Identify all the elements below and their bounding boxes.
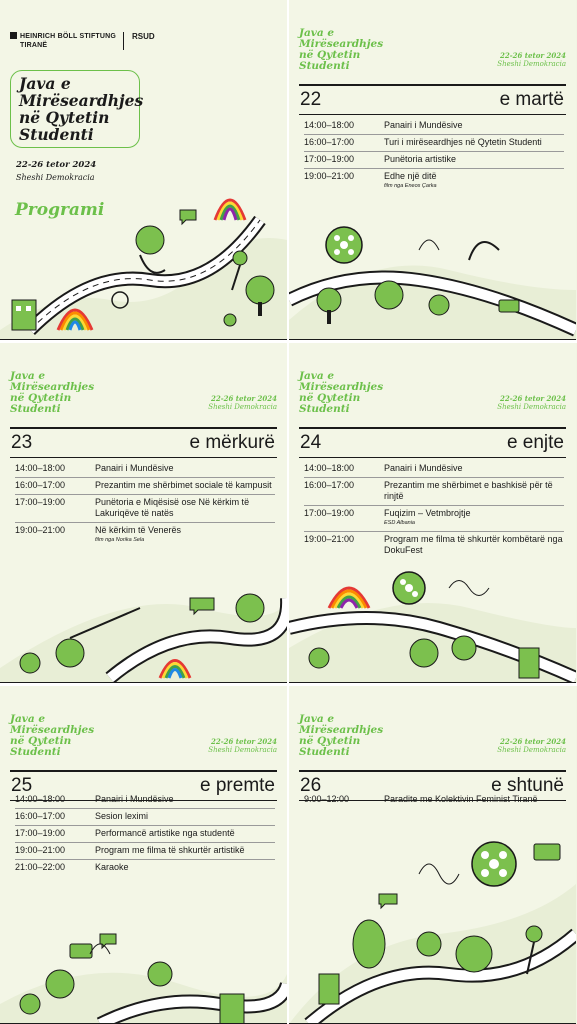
event-time: 19:00–21:00	[15, 845, 66, 855]
tree-icon	[20, 653, 40, 673]
title-line: Mirëseardhjes	[10, 381, 95, 393]
event-row	[15, 826, 275, 843]
title-line: në Qytetin	[299, 735, 361, 747]
event-title-text: Prezantim me shërbimet sociale të kampusit	[95, 480, 272, 490]
event-row	[15, 461, 275, 478]
title-line: Studenti	[299, 60, 350, 72]
event-time: 14:00–18:00	[304, 120, 355, 130]
partner-name: RSUD	[132, 32, 155, 41]
event-row	[15, 792, 275, 809]
event-row	[304, 478, 564, 506]
title-line: Java e	[10, 713, 46, 725]
event-time: 16:00–17:00	[304, 480, 355, 490]
event-row	[304, 152, 564, 169]
event-title-text: Fuqizim – Vetmbrojtje	[384, 508, 471, 518]
event-dates-small	[208, 737, 277, 755]
day-weekday: e martë	[499, 89, 564, 110]
event-row	[304, 461, 564, 478]
day-panel-25	[0, 686, 287, 1024]
title-line: Mirëseardhjes	[299, 38, 384, 50]
event-time: 17:00–19:00	[304, 508, 355, 518]
title-line: Mirëseardhjes	[19, 91, 144, 110]
event-time: 14:00–18:00	[15, 463, 66, 473]
event-row	[15, 478, 275, 495]
location-text: Sheshi Demokracia	[497, 746, 566, 754]
day-weekday: e shtunë	[491, 775, 564, 796]
speech-bubble-icon	[180, 210, 196, 224]
event-row	[304, 169, 564, 194]
event-dates-small	[497, 737, 566, 755]
day-header	[299, 84, 566, 115]
event-row	[15, 860, 275, 876]
title-line: në Qytetin	[19, 108, 110, 127]
title-line: Studenti	[299, 403, 350, 415]
event-title-text: Edhe një ditë	[384, 171, 437, 181]
event-row	[304, 532, 564, 559]
event-title-small	[299, 371, 383, 415]
location-text: Sheshi Demokracia	[497, 403, 566, 411]
event-title-text: Panairi i Mundësive	[95, 463, 174, 473]
title-line: Java e	[10, 370, 46, 382]
camera-icon	[534, 844, 560, 860]
event-dates-small	[497, 51, 566, 69]
event-title-small	[299, 714, 383, 758]
event-title-text: Panairi i Mundësive	[384, 120, 463, 130]
event-list	[15, 461, 275, 548]
illustration	[0, 914, 287, 1024]
day-header	[299, 427, 566, 458]
event-time: 9:00–12:00	[304, 794, 350, 804]
event-row	[304, 135, 564, 152]
title-line: në Qytetin	[10, 392, 72, 404]
event-time: 14:00–18:00	[304, 463, 355, 473]
day-weekday: e enjte	[506, 432, 564, 453]
tree-icon	[46, 970, 74, 998]
speech-bubble-icon	[100, 934, 116, 948]
title-line: Java e	[299, 370, 335, 382]
sun-icon	[224, 314, 236, 326]
title-line: Java e	[299, 713, 335, 725]
event-time: 16:00–17:00	[304, 137, 355, 147]
cover-panel	[0, 0, 287, 340]
event-title-text: Karaoke	[95, 862, 129, 872]
event-time: 17:00–19:00	[15, 828, 66, 838]
event-title-text: Program me filma të shkurtër artistikë	[95, 845, 245, 855]
location-text: Sheshi Demokracia	[208, 403, 277, 411]
event-time: 17:00–19:00	[15, 497, 66, 507]
camera-icon	[70, 944, 92, 958]
illustration	[289, 210, 576, 340]
day-number: 23	[11, 432, 33, 453]
tree-icon	[456, 936, 492, 972]
building-icon	[319, 974, 339, 1004]
film-reel-icon	[393, 572, 425, 604]
event-location: Sheshi Demokracia	[16, 173, 95, 182]
event-title-text: Në kërkim të Venerës	[95, 525, 182, 535]
event-title-text: Performancë artistike nga studentë	[95, 828, 235, 838]
event-time: 14:00–18:00	[15, 794, 66, 804]
event-subtitle: film nga Eneos Çarka	[384, 183, 437, 189]
program-heading: Programi	[15, 200, 105, 220]
event-row	[304, 118, 564, 135]
title-line: Java e	[299, 27, 335, 39]
hbs-logo	[10, 32, 116, 50]
title-line: Mirëseardhjes	[299, 724, 384, 736]
org-name: HEINRICH BÖLL STIFTUNG	[20, 33, 117, 40]
title-line: në Qytetin	[299, 49, 361, 61]
day-weekday: e mërkurë	[189, 432, 275, 453]
event-subtitle: ESD Albania	[384, 520, 415, 526]
event-title-text: Paradite me Kolektivin Feminist Tiranë	[384, 794, 538, 804]
rainbow-icon	[215, 200, 245, 220]
day-panel-24	[289, 343, 576, 683]
title-line: në Qytetin	[299, 392, 361, 404]
event-time: 19:00–21:00	[15, 525, 66, 535]
event-title-text: Panairi i Mundësive	[95, 794, 174, 804]
event-list	[304, 461, 564, 559]
dates-text: 22-26 tetor 2024	[210, 737, 277, 746]
event-row	[15, 495, 275, 523]
day-number: 22	[300, 89, 322, 110]
dates-text: 22-26 tetor 2024	[210, 394, 277, 403]
illustration	[289, 824, 576, 1024]
event-dates: 22-26 tetor 2024	[16, 160, 97, 170]
event-title-text: Panairi i Mundësive	[384, 463, 463, 473]
building-icon	[220, 994, 244, 1024]
building-icon	[12, 300, 36, 330]
event-title-small	[299, 28, 383, 72]
event-time: 21:00–22:00	[15, 862, 66, 872]
day-weekday: e premte	[200, 775, 275, 796]
event-row	[15, 809, 275, 826]
event-subtitle: film nga Norika Sela	[95, 537, 145, 543]
title-line: Studenti	[299, 746, 350, 758]
event-title-text: Sesion leximi	[95, 811, 149, 821]
event-time: 16:00–17:00	[15, 480, 66, 490]
location-text: Sheshi Demokracia	[208, 746, 277, 754]
event-row	[15, 523, 275, 548]
film-reel-icon	[326, 227, 362, 263]
org-city: TIRANË	[20, 42, 48, 49]
event-row	[304, 792, 564, 808]
event-list	[304, 792, 564, 808]
title-line: Studenti	[10, 746, 61, 758]
day-panel-26	[289, 686, 576, 1024]
event-dates-small	[208, 394, 277, 412]
event-title-text: Prezantim me shërbimet e bashkisë për të rinjtë	[384, 480, 553, 501]
event-title-small	[10, 714, 94, 758]
building-icon	[519, 648, 539, 678]
dates-text: 22-26 tetor 2024	[499, 737, 566, 746]
day-number: 24	[300, 432, 322, 453]
title-line: Java e	[19, 74, 71, 93]
event-title-text: Program me filma të shkurtër kombëtarë nga DokuFest	[384, 534, 563, 555]
event-row	[15, 843, 275, 860]
camera-icon	[499, 300, 519, 312]
event-dates-small	[497, 394, 566, 412]
tree-icon	[56, 639, 84, 667]
illustration	[289, 568, 576, 683]
title-line: Mirëseardhjes	[299, 381, 384, 393]
tree-icon	[375, 281, 403, 309]
dates-text: 22-26 tetor 2024	[499, 51, 566, 60]
hbs-square-icon	[10, 32, 17, 39]
title-line: Studenti	[10, 403, 61, 415]
tree-icon	[148, 962, 172, 986]
day-number: 25	[11, 775, 33, 796]
tree-icon	[410, 639, 438, 667]
event-time: 19:00–21:00	[304, 171, 355, 181]
title-line: në Qytetin	[10, 735, 72, 747]
illustration	[0, 568, 287, 683]
tree-icon	[452, 636, 476, 660]
title-line: Studenti	[19, 125, 94, 144]
day-panel-23	[0, 343, 287, 683]
event-title-small	[10, 371, 94, 415]
day-number: 26	[300, 775, 322, 796]
event-time: 16:00–17:00	[15, 811, 66, 821]
film-reel-icon	[472, 842, 516, 886]
day-header	[10, 427, 277, 458]
speech-bubble-icon	[379, 894, 397, 908]
tree-icon	[417, 932, 441, 956]
event-row	[304, 506, 564, 532]
event-title-text: Punëtoria e Miqësisë ose Në kërkim të Lakuriqëve të natës	[95, 497, 250, 518]
event-list	[15, 792, 275, 876]
location-text: Sheshi Demokracia	[497, 60, 566, 68]
event-title-text: Turi i mirëseardhjes në Qytetin Studenti	[384, 137, 542, 147]
event-list	[304, 118, 564, 194]
partner-logo	[123, 32, 155, 50]
event-time: 19:00–21:00	[304, 534, 355, 544]
illustration	[0, 180, 287, 340]
rainbow-icon	[329, 588, 369, 608]
event-time: 17:00–19:00	[304, 154, 355, 164]
event-title-text: Punëtoria artistike	[384, 154, 457, 164]
title-line: Mirëseardhjes	[10, 724, 95, 736]
event-title	[10, 70, 144, 148]
day-panel-22	[289, 0, 576, 340]
dates-text: 22-26 tetor 2024	[499, 394, 566, 403]
